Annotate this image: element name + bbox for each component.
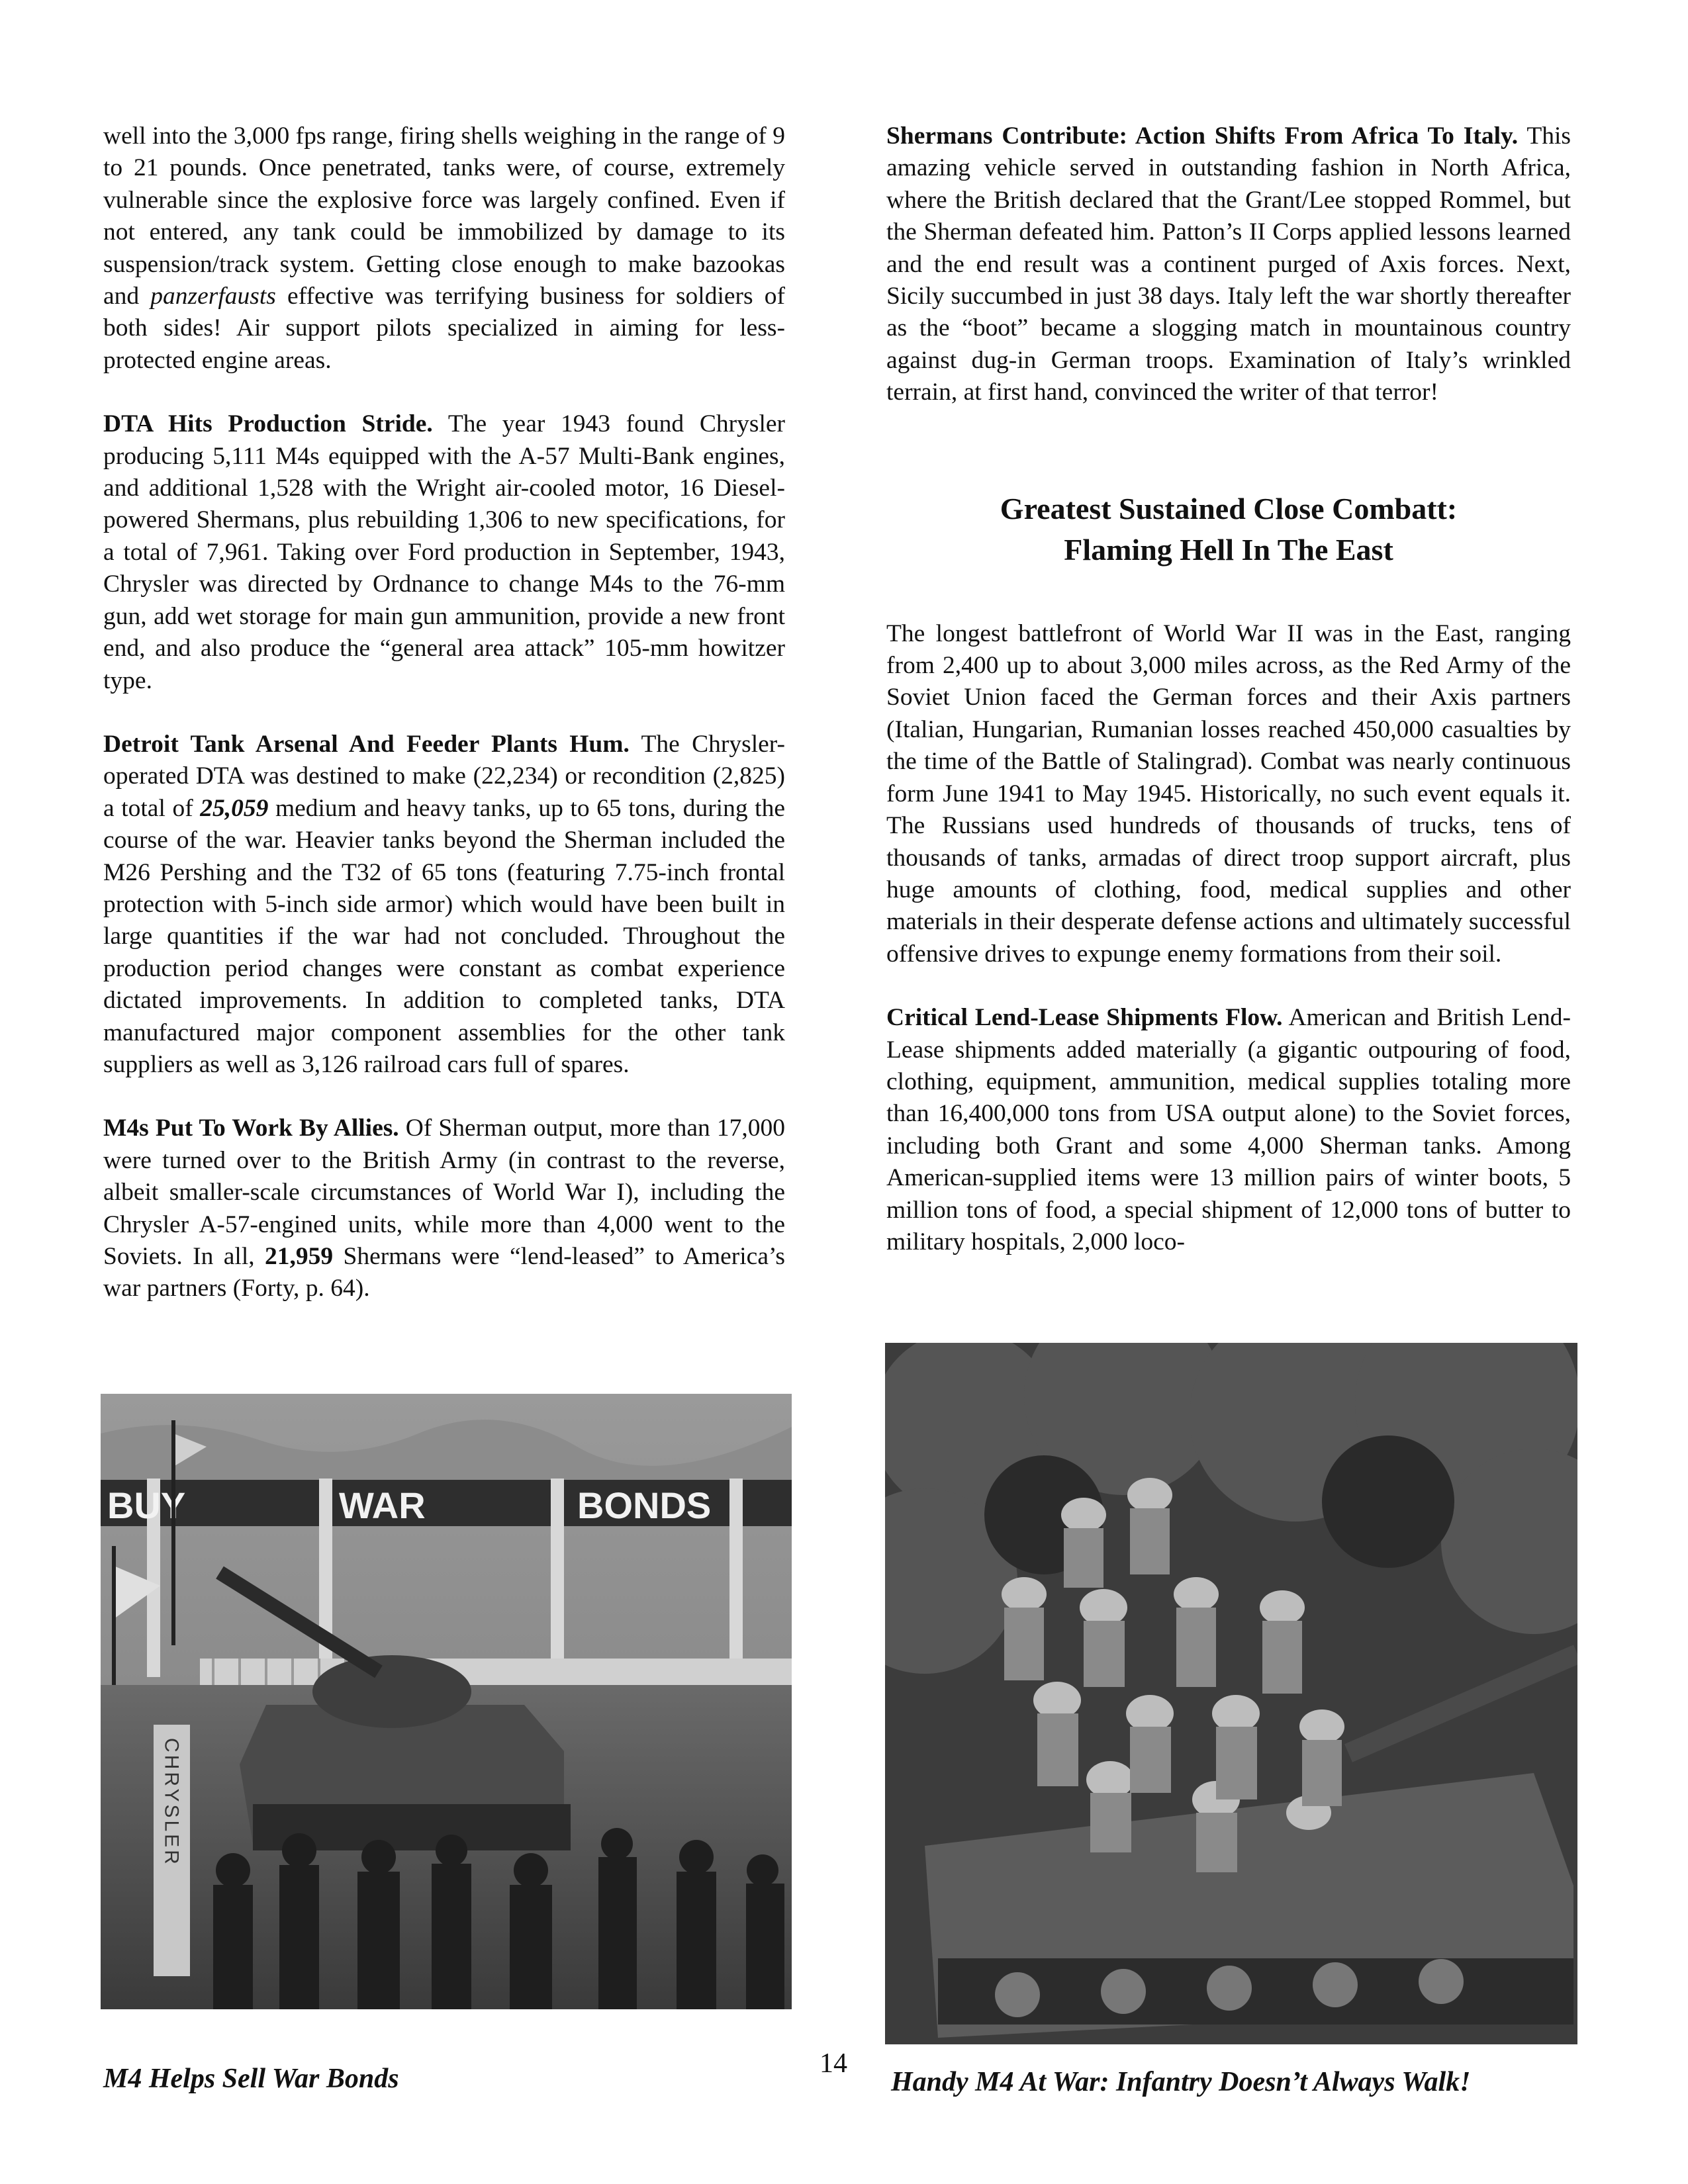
paragraph-tank-arsenal (103, 729, 785, 1081)
paragraph-eastern-front (886, 618, 1571, 970)
paragraph-text: American and British Lend-Lease shipments added materially (a gigantic outpouring of food, clothing, equipment, ammunition, medical supplies totaling more than 16,400,000 tons from USA output alone) to the Soviet forces, including both Grant and some 4,000 Sherman tanks. Among American-supplied items were 13 million pairs of winter boots, 5 million tons of food, a special shipment of 12,000 tons of butter to military hospitals, 2,000 loco- (886, 1004, 1571, 1255)
italic-term: panzerfausts (150, 283, 276, 310)
section-title (886, 488, 1571, 570)
war-bonds-photo (101, 1394, 792, 2009)
chrysler-sign-text: CHRYSLER (160, 1738, 183, 1867)
left-column (103, 120, 785, 1337)
infantry-on-tank-graphic (885, 1343, 1577, 2044)
emphasized-number: 21,959 (265, 1243, 334, 1270)
caption-war-bonds: M4 Helps Sell War Bonds (103, 2064, 399, 2094)
section-title-line: Flaming Hell In The East (1064, 532, 1393, 567)
caption-infantry: Handy M4 At War: Infantry Doesn’t Always Walk! (891, 2067, 1471, 2097)
paragraph-africa-italy (886, 120, 1571, 409)
emphasized-number: 25,059 (200, 794, 269, 822)
paragraph-heading: M4s Put To Work By Allies. (103, 1115, 399, 1142)
paragraph-production-stride (103, 408, 785, 697)
paragraph-text: The year 1943 found Chrysler producing 5,111 M4s equipped with the A-57 Multi-Bank engines, and additional 1,528 with the Wright air-cooled motor, 16 Diesel-powered Shermans, plus rebuilding 1,306 to new specifications, for a total of 7,961. Taking over Ford production in September, 1943, Chrysler was directed by Ordnance to change M4s to the 76-mm gun, add wet storage for main gun ammunition, provide a new front end, and also produce the “general area attack” 105-mm howitzer type. (103, 410, 785, 694)
banner-text-bonds: BONDS (577, 1484, 712, 1526)
paragraph-text: The longest battlefront of World War II was in the East, ranging from 2,400 up to about 3,000 miles across, as the Red Army of the Soviet Union faced the German forces and their Axis partners (Italian, Hungarian, Rumanian losses reached 450,000 casualties by the time of the Battle of Stalingrad). Combat was nearly continuous form June 1941 to May 1945. Historically, no such event equals it. The Russians used hundreds of thousands of trucks, tens of thousands of tanks, armadas of direct troop support aircraft, plus huge amounts of clothing, food, medical supplies and other materials in their desperate defense actions and ultimately successful offensive drives to expunge enemy formations from their soil. (886, 619, 1571, 968)
paragraph-heading: DTA Hits Production Stride. (103, 410, 433, 438)
paragraph-text: Shermans were “lend-leased” to America’s war partners (Forty, p. 64). (103, 1243, 785, 1302)
section-title-line: Greatest Sustained Close Combatt: (1000, 491, 1458, 525)
infantry-on-tank-photo (885, 1343, 1577, 2044)
right-column (886, 120, 1571, 1290)
paragraph-text: Of Sherman output, more than 17,000 were turned over to the British Army (in contrast to the reverse, albeit smaller-scale circumstances of World War I), including the Chrysler A-57-engined units, while more than 4,000 went to the Soviets. In all, (103, 1115, 785, 1270)
paragraph-lend-lease (886, 1002, 1571, 1258)
paragraph-text: The Chrysler-operated DTA was destined to make (22,234) or recondition (2,825) a total of (103, 730, 785, 822)
war-bonds-photo-graphic (101, 1394, 792, 2009)
paragraph-heading: Shermans Contribute: Action Shifts From Africa To Italy. (886, 122, 1519, 150)
banner-text-war: WAR (339, 1484, 426, 1526)
paragraph-text: This amazing vehicle served in outstanding fashion in North Africa, where the British declared that the Grant/Lee stopped Rommel, but the Sherman defeated him. Patton’s II Corps applied lessons learned and the end result was a continent purged of Axis forces. Next, Sicily succumbed in just 38 days. Italy left the war shortly thereafter as the “boot” became a slogging match in mountainous country against dug-in German troops. Examination of Italy’s wrinkled terrain, at first hand, convinced the writer of that terror! (886, 122, 1571, 406)
paragraph-penetration (103, 120, 785, 377)
paragraph-allies (103, 1113, 785, 1304)
paragraph-text: medium and heavy tanks, up to 65 tons, during the course of the war. Heavier tanks beyond the Sherman included the M26 Pershing and the T32 of 65 tons (featuring 7.75-inch frontal protection with 5-inch side armor) which would have been built in large quantities if the war had not concluded. Throughout the production period changes were constant as combat experience dictated improvements. In addition to completed tanks, DTA manufactured major component assemblies for the other tank suppliers as well as 3,126 railroad cars full of spares. (103, 794, 785, 1078)
paragraph-heading: Detroit Tank Arsenal And Feeder Plants Hum. (103, 730, 630, 758)
banner-text-buy: BUY (107, 1484, 186, 1526)
paragraph-text: well into the 3,000 fps range, firing shells weighing in the range of 9 to 21 pounds. Once penetrated, tanks were, of course, extremely vulnerable since the explosive force was largely confined. Even if not entered, any tank could be immobilized by damage to its suspension/track system. Getting close enough to make bazookas and (103, 122, 785, 310)
paragraph-text: effective was terrifying business for soldiers of both sides! Air support pilots specialized in aiming for less-protected engine areas. (103, 283, 785, 374)
page-number: 14 (820, 2048, 847, 2079)
paragraph-heading: Critical Lend-Lease Shipments Flow. (886, 1004, 1283, 1032)
